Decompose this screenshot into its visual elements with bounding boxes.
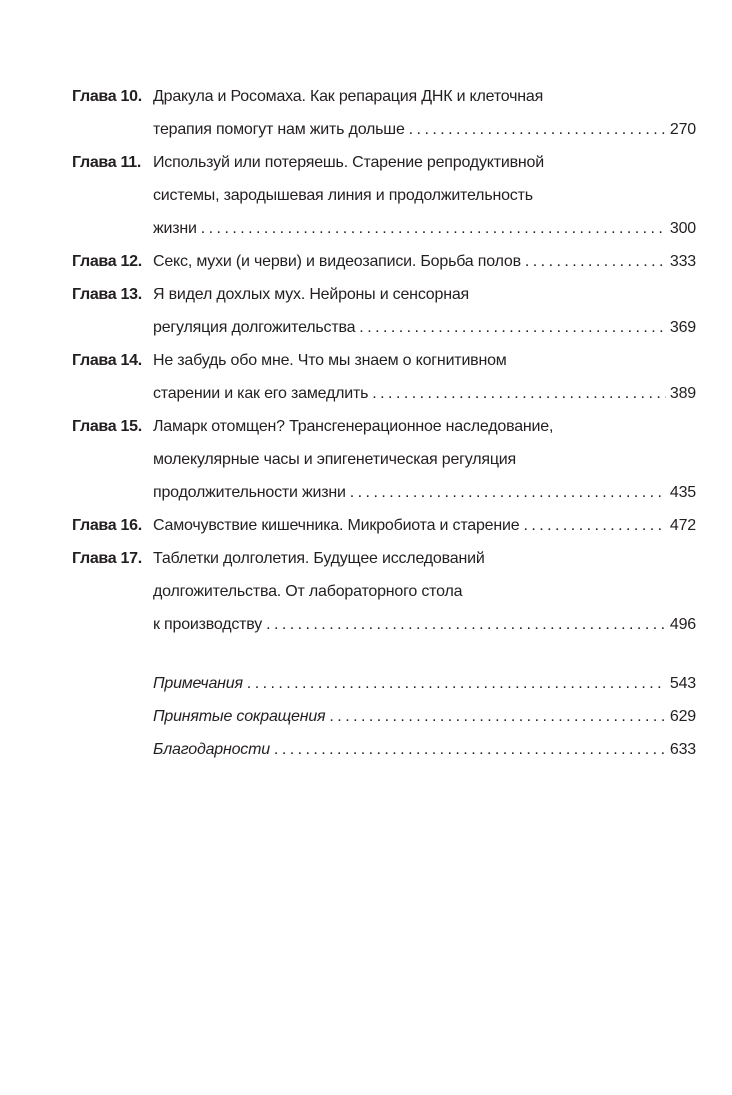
chapter-title-line: долгожительства. От лабораторного стола xyxy=(153,583,463,600)
chapter-title-line: терапия помогут нам жить дольше xyxy=(153,121,405,138)
chapter-title-line: к производству xyxy=(153,616,263,633)
section-title: Примечания xyxy=(153,675,243,692)
chapter-title-line: Самочувствие кишечника. Микробиота и старение xyxy=(153,517,520,534)
dot-leader xyxy=(409,113,666,146)
chapter-title-line: молекулярные часы и эпигенетическая регуляция xyxy=(153,451,517,468)
chapter-title-line: Я видел дохлых мух. Нейроны и сенсорная xyxy=(153,286,469,303)
toc-entry-chapter-13[interactable] xyxy=(72,278,696,344)
chapter-label: Глава 14. xyxy=(72,352,142,369)
page-number: 333 xyxy=(669,253,696,270)
page-number: 543 xyxy=(669,675,696,692)
chapter-label: Глава 11. xyxy=(72,154,141,171)
chapter-label: Глава 12. xyxy=(72,253,142,270)
toc-entry-chapter-17[interactable] xyxy=(72,542,696,641)
dot-leader xyxy=(350,476,666,509)
chapter-label: Глава 13. xyxy=(72,286,142,303)
page-number: 300 xyxy=(669,220,696,237)
dot-leader xyxy=(201,212,666,245)
chapter-title-line: жизни xyxy=(153,220,197,237)
chapter-title-line: регуляция долгожительства xyxy=(153,319,356,336)
toc-entry-chapter-14[interactable] xyxy=(72,344,696,410)
toc-entry-chapter-11[interactable] xyxy=(72,146,696,245)
toc-entry-chapter-15[interactable] xyxy=(72,410,696,509)
page-number: 369 xyxy=(669,319,696,336)
dot-leader xyxy=(525,245,666,278)
page-number: 435 xyxy=(669,484,696,501)
section-title: Благодарности xyxy=(153,741,270,758)
page-number: 629 xyxy=(669,708,696,725)
chapter-title-line: Таблетки долголетия. Будущее исследований xyxy=(153,550,485,567)
dot-leader xyxy=(274,733,666,766)
toc-entry-chapter-12[interactable] xyxy=(72,245,696,278)
chapter-title-line: системы, зародышевая линия и продолжительность xyxy=(153,187,533,204)
toc-entry-acknowledgements[interactable] xyxy=(153,733,696,766)
page-number: 472 xyxy=(669,517,696,534)
section-title: Принятые сокращения xyxy=(153,708,326,725)
chapter-title-line: продолжительности жизни xyxy=(153,484,346,501)
page-number: 270 xyxy=(669,121,696,138)
chapter-title-line: Ламарк отомщен? Трансгенерационное наследование, xyxy=(153,418,554,435)
page-number: 389 xyxy=(669,385,696,402)
dot-leader xyxy=(523,509,665,542)
toc-entry-abbreviations[interactable] xyxy=(153,700,696,733)
table-of-contents xyxy=(72,80,696,641)
chapter-label: Глава 15. xyxy=(72,418,142,435)
toc-entry-notes[interactable] xyxy=(153,667,696,700)
chapter-title-line: Не забудь обо мне. Что мы знаем о когнитивном xyxy=(153,352,507,369)
toc-entry-chapter-16[interactable] xyxy=(72,509,696,542)
chapter-title-line: Дракула и Росомаха. Как репарация ДНК и клеточная xyxy=(153,88,544,105)
page-number: 633 xyxy=(669,741,696,758)
dot-leader xyxy=(266,608,666,641)
dot-leader xyxy=(372,377,666,410)
back-matter-list xyxy=(153,667,696,766)
dot-leader xyxy=(247,667,666,700)
chapter-label: Глава 16. xyxy=(72,517,142,534)
page-number: 496 xyxy=(669,616,696,633)
chapter-title-line: Секс, мухи (и черви) и видеозаписи. Борьба полов xyxy=(153,253,521,270)
chapter-label: Глава 10. xyxy=(72,88,142,105)
toc-entry-chapter-10[interactable] xyxy=(72,80,696,146)
chapter-title-line: старении и как его замедлить xyxy=(153,385,369,402)
chapter-label: Глава 17. xyxy=(72,550,142,567)
chapter-title-line: Используй или потеряешь. Старение репродуктивной xyxy=(153,154,544,171)
dot-leader xyxy=(359,311,666,344)
dot-leader xyxy=(329,700,665,733)
